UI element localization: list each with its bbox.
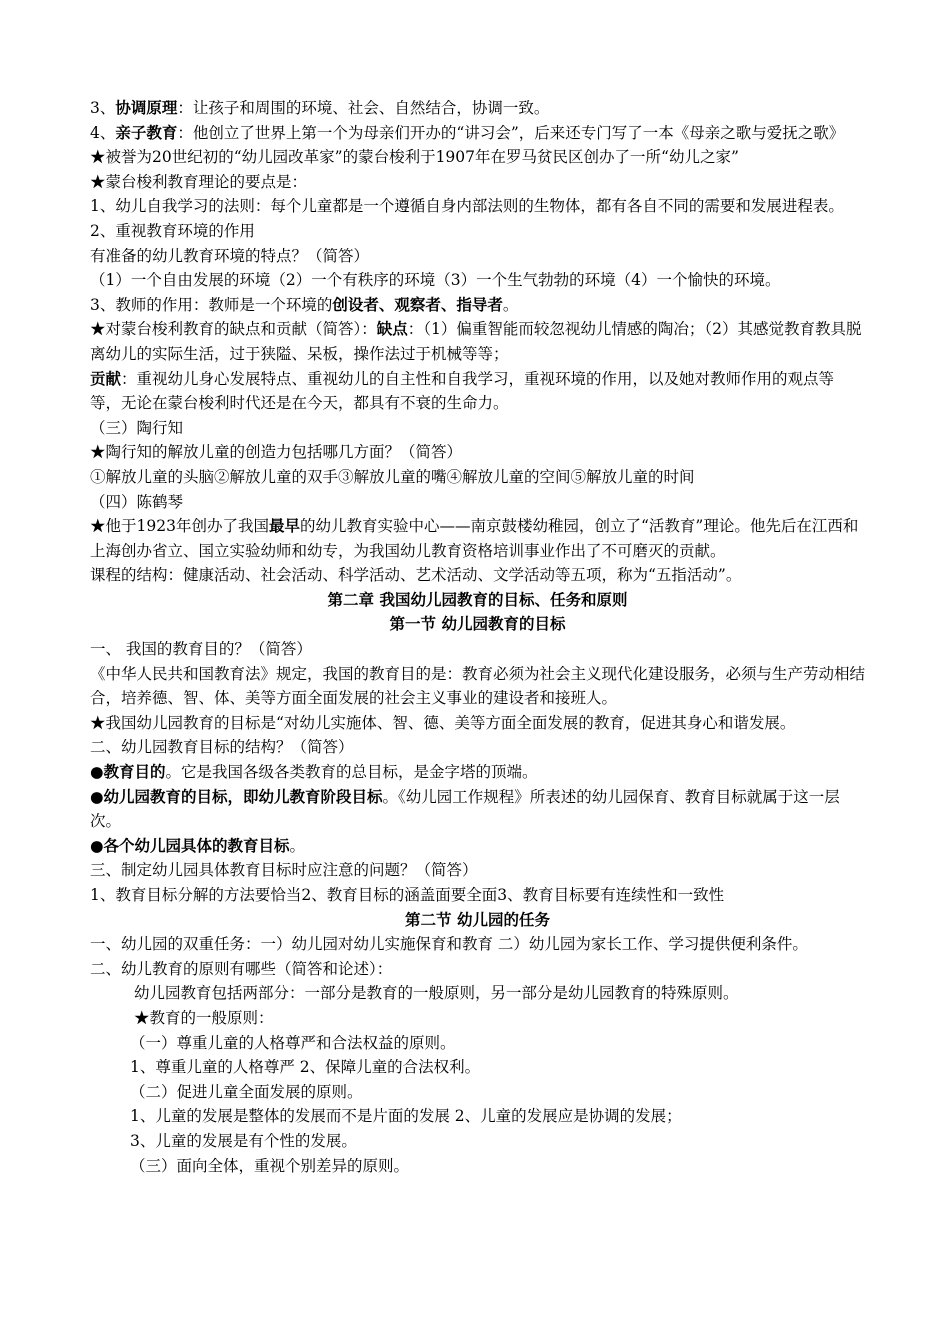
document-page (90, 96, 865, 1178)
paragraph: 课程的结构：健康活动、社会活动、科学活动、艺术活动、文学活动等五项，称为“五指活动”。 (90, 566, 742, 585)
paragraph: 《中华人民共和国教育法》规定，我国的教育目的是：教育必须为社会主义现代化建设服务，必须与生产劳动相结合，培养德、智、体、美等方面全面发展的社会主义事业的建设者和接班人。 (90, 664, 866, 708)
paragraph: ★陶行知的解放儿童的创造力包括哪几方面？（简答） (90, 443, 463, 462)
bold-term: 缺点 (376, 319, 408, 339)
paragraph: ★蒙台梭利教育理论的要点是： (90, 172, 308, 191)
bold-term: 贡献 (90, 368, 122, 388)
paragraph: （三）陶行知 (90, 418, 184, 437)
text: 。 (289, 836, 306, 855)
paragraph: （三）面向全体，重视个别差异的原则。 (130, 1156, 410, 1175)
text: 3、 (90, 99, 116, 117)
paragraph (90, 293, 865, 318)
paragraph: 三、制定幼儿园具体教育目标时应注意的问题？（简答） (90, 861, 478, 880)
paragraph: 二、幼儿教育的原则有哪些（简答和论述）： (90, 959, 393, 978)
text: 的幼儿教育实验中心——南京鼓楼幼稚园，创立了“活教育”理论。他先后在江西和上海创办省立、国立实验幼师和幼专，为我国幼儿教育资格培训事业作出了不可磨灭的贡献。 (90, 517, 859, 560)
paragraph: 3、儿童的发展是有个性的发展。 (130, 1131, 357, 1150)
paragraph: ★教育的一般原则： (134, 1008, 274, 1027)
paragraph: 一、幼儿园的双重任务：一）幼儿园对幼儿实施保育和教育 二）幼儿园为家长工作、学习提供便利条件。 (90, 935, 808, 954)
text: ：（1）偏重智能而较忽视幼儿情感的陶冶；（2）其感觉教育教具脱离幼儿的实际生活，过于狭隘、呆板，操作法过于机械等等； (90, 320, 862, 363)
text: ：让孩子和周围的环境、社会、自然结合，协调一致。 (177, 99, 550, 117)
paragraph: （1）一个自由发展的环境（2）一个有秩序的环境（3）一个生气勃勃的环境（4）一个愉快的环境。 (90, 271, 781, 290)
paragraph: （四）陈鹤琴 (90, 492, 184, 511)
text: 。 (502, 295, 519, 314)
paragraph: 有准备的幼儿教育环境的特点？（简答） (90, 246, 370, 265)
bold-term: ●教育目的 (90, 762, 166, 782)
text: ：他创立了世界上第一个为母亲们开办的“讲习会”，后来还专门写了一本《母亲之歌与爱抚之歌》 (177, 123, 845, 142)
paragraph (90, 760, 865, 785)
paragraph: ★被誉为20世纪初的“幼儿园改革家”的蒙台梭利于1907年在罗马贫民区创办了一所“幼儿之家” (90, 148, 739, 167)
paragraph: 1、儿童的发展是整体的发展而不是片面的发展 2、儿童的发展应是协调的发展； (130, 1107, 682, 1126)
paragraph (90, 785, 865, 834)
paragraph: 1、尊重儿童的人格尊严 2、保障儿童的合法权利。 (130, 1058, 481, 1077)
paragraph: （一）尊重儿童的人格尊严和合法权益的原则。 (130, 1033, 456, 1052)
text: ★他于1923年创办了我国 (90, 517, 269, 536)
text: 。《幼儿园工作规程》所表述的幼儿园保育、教育目标就属于这一层次。 (90, 787, 840, 831)
paragraph: ①解放儿童的头脑②解放儿童的双手③解放儿童的嘴④解放儿童的空间⑤解放儿童的时间 (90, 467, 695, 486)
paragraph: 二、幼儿园教育目标的结构？（简答） (90, 738, 354, 757)
text: 。它是我国各级各类教育的总目标，是金字塔的顶端。 (165, 763, 538, 782)
text: ★对蒙台梭利教育的缺点和贡献（简答）： (90, 320, 377, 339)
paragraph (90, 96, 865, 121)
section-heading: 第一节 幼儿园教育的目标 (389, 614, 566, 634)
paragraph: （二）促进儿童全面发展的原则。 (130, 1082, 363, 1101)
text: 3、教师的作用：教师是一个环境的 (90, 295, 333, 314)
paragraph: 1、幼儿自我学习的法则：每个儿童都是一个遵循自身内部法则的生物体，都有各自不同的需要和发展进程表。 (90, 197, 844, 216)
paragraph: ★我国幼儿园教育的目标是“对幼儿实施体、智、德、美等方面全面发展的教育，促进其身心和谐发展。 (90, 713, 796, 732)
text: ：重视幼儿身心发展特点、重视幼儿的自主性和自我学习，重视环境的作用，以及她对教师作用的观点等等，无论在蒙台梭利时代还是在今天，都具有不衰的生命力。 (90, 369, 835, 413)
bold-term: ●幼儿园教育的目标，即幼儿教育阶段目标 (90, 786, 383, 806)
section-heading: 第二节 幼儿园的任务 (405, 909, 550, 929)
bold-term: 创设者、观察者、指导者 (332, 294, 503, 314)
paragraph (90, 834, 865, 859)
text: 4、 (90, 123, 116, 142)
bold-term: 最早 (268, 516, 300, 536)
paragraph: 幼儿园教育包括两部分：一部分是教育的一般原则，另一部分是幼儿园教育的特殊原则。 (134, 984, 739, 1003)
chapter-heading: 第二章 我国幼儿园教育的目标、任务和原则 (327, 589, 628, 609)
paragraph (90, 514, 865, 563)
paragraph: 一、 我国的教育目的？（简答） (90, 640, 312, 659)
bold-term: 协调原理 (115, 98, 178, 117)
paragraph (90, 317, 865, 366)
bold-term: ●各个幼儿园具体的教育目标 (90, 835, 290, 855)
paragraph: 2、重视教育环境的作用 (90, 221, 255, 240)
paragraph (90, 121, 865, 146)
paragraph: 1、教育目标分解的方法要恰当2、教育目标的涵盖面要全面3、教育目标要有连续性和一致性 (90, 886, 725, 904)
bold-term: 亲子教育 (115, 122, 178, 142)
paragraph (90, 367, 865, 416)
